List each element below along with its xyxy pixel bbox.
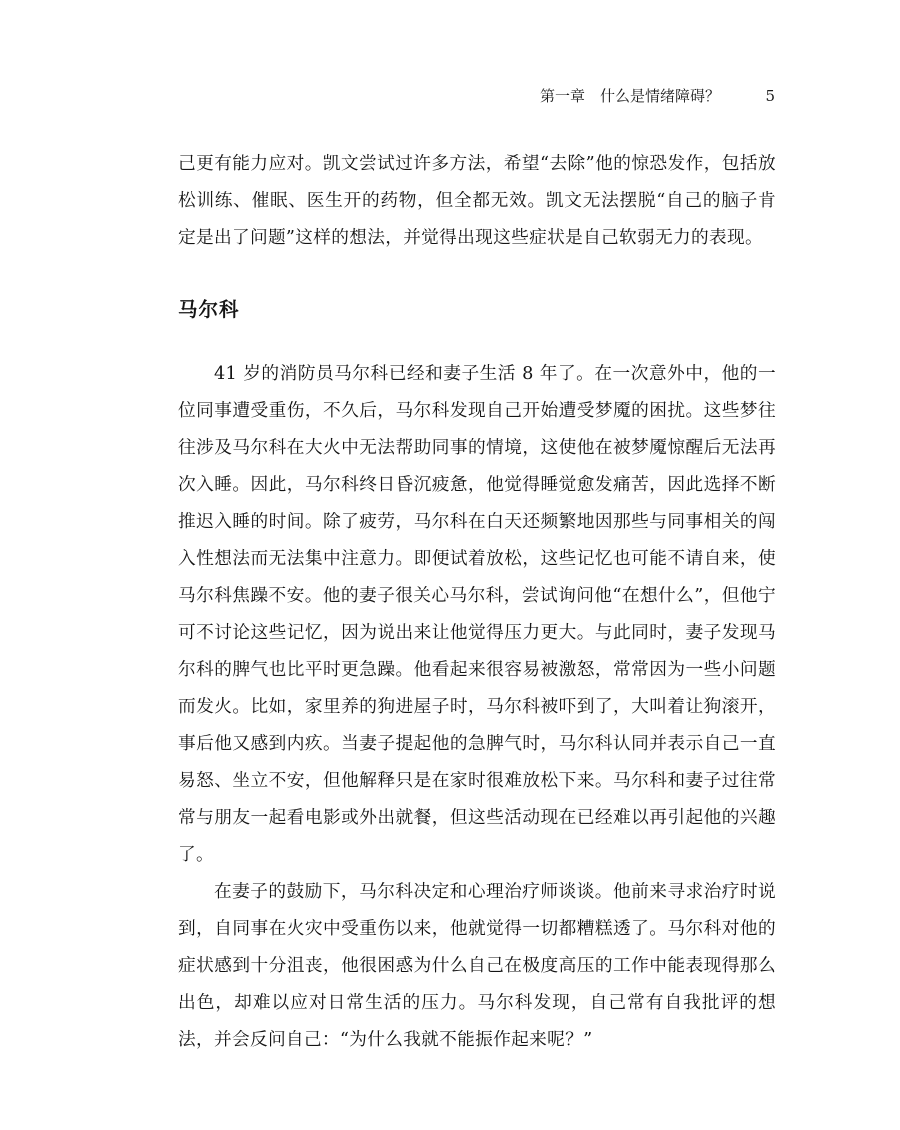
page-body	[178, 146, 776, 1059]
running-head	[540, 84, 780, 108]
body-paragraph-2: 在妻子的鼓励下，马尔科决定和心理治疗师谈谈。他前来寻求治疗时说到，自同事在火灾中受重伤以来，他就觉得一切都糟糕透了。马尔科对他的症状感到十分沮丧，他很困惑为什么自己在极度高压的工作中能表现得那么出色，却难以应对日常生活的压力。马尔科发现，自己常有自我批评的想法，并会反问自己：“为什么我就不能振作起来呢？”	[178, 882, 776, 1050]
continuation-paragraph: 己更有能力应对。凯文尝试过许多方法，希望“去除”他的惊恐发作，包括放松训练、催眠、医生开的药物，但全都无效。凯文无法摆脱“自己的脑子肯定是出了问题”这样的想法，并觉得出现这些症状是自己软弱无力的表现。	[178, 154, 776, 248]
section-heading: 马尔科	[178, 298, 240, 321]
chapter-title: 第一章 什么是情绪障碍？	[540, 87, 721, 105]
page-number: 5	[765, 87, 775, 105]
body-paragraph-1: 41 岁的消防员马尔科已经和妻子生活 8 年了。在一次意外中，他的一位同事遭受重伤，不久后，马尔科发现自己开始遭受梦魇的困扰。这些梦往往涉及马尔科在大火中无法帮助同事的情境，这使他在被梦魇惊醒后无法再次入睡。因此，马尔科终日昏沉疲惫，他觉得睡觉愈发痛苦，因此选择不断推迟入睡的时间。除了疲劳，马尔科在白天还频繁地因那些与同事相关的闯入性想法而无法集中注意力。即便试着放松，这些记忆也可能不请自来，使马尔科焦躁不安。他的妻子很关心马尔科，尝试询问他“在想什么”，但他宁可不讨论这些记忆，因为说出来让他觉得压力更大。与此同时，妻子发现马尔科的脾气也比平时更急躁。他看起来很容易被激怒，常常因为一些小问题而发火。比如，家里养的狗进屋子时，马尔科被吓到了，大叫着让狗滚开，事后他又感到内疚。当妻子提起他的急脾气时，马尔科认同并表示自己一直易怒、坐立不安，但他解释只是在家时很难放松下来。马尔科和妻子过往常常与朋友一起看电影或外出就餐，但这些活动现在已经难以再引起他的兴趣了。	[178, 364, 776, 865]
